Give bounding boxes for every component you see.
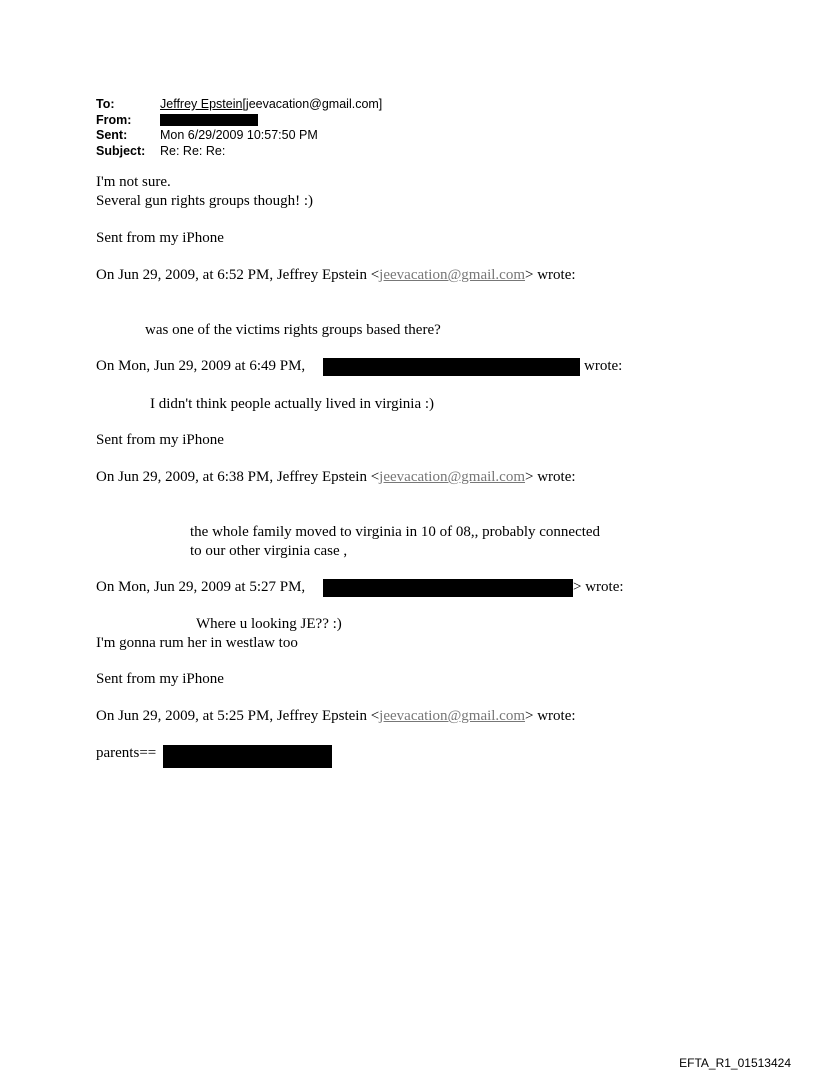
body-line-gun-rights: Several gun rights groups though! :) [96,193,314,209]
quote-attribution-2-suffix: wrote: [584,358,623,374]
quote-attribution-5-suffix: > wrote: [525,708,576,724]
from-row [96,113,382,129]
quote-attribution-2-prefix: On Mon, Jun 29, 2009 at 6:49 PM, [96,358,306,374]
redaction-sender-2 [323,358,580,376]
to-row [96,97,382,113]
from-redaction [160,114,258,126]
message-family-moved-line1: the whole family moved to virginia in 10 of 08,, probably connected [190,524,601,540]
quote-attribution-1 [96,266,576,285]
quote-attribution-4-suffix: > wrote: [573,579,624,595]
sent-row [96,128,382,144]
message-virginia-lived: I didn't think people actually lived in virginia :) [150,396,435,412]
quote-attribution-4-prefix: On Mon, Jun 29, 2009 at 5:27 PM, [96,579,306,595]
quote-attribution-1-suffix: > wrote: [525,267,576,283]
sent-label: Sent: [96,128,128,142]
to-name: Jeffrey Epstein [160,97,243,111]
signature-iphone-1: Sent from my iPhone [96,230,224,246]
quote-attribution-3-prefix: On Jun 29, 2009, at 6:38 PM, Jeffrey Epstein < [96,469,380,485]
from-label: From: [96,112,132,127]
message-victims-rights: was one of the victims rights groups based there? [145,322,441,338]
subject-row [96,144,382,160]
signature-iphone-3: Sent from my iPhone [96,671,224,687]
quote-attribution-3 [96,468,576,487]
to-value [160,97,382,113]
quote-attribution-5 [96,707,576,726]
subject-value: Re: Re: Re: [160,143,226,158]
to-address: [jeevacation@gmail.com] [242,97,383,111]
subject-label: Subject: [96,143,146,158]
message-family-moved-line2: to our other virginia case , [190,543,348,559]
to-label: To: [96,97,115,111]
redaction-parents [163,745,332,768]
email-link-5[interactable]: jeevacation@gmail.com [379,708,526,724]
message-where-looking: Where u looking JE?? :) [196,616,342,632]
email-header [96,97,382,159]
message-parents: parents== [96,745,157,761]
document-id: EFTA_R1_01513424 [679,1056,791,1070]
quote-attribution-5-prefix: On Jun 29, 2009, at 5:25 PM, Jeffrey Epstein < [96,708,380,724]
signature-iphone-2: Sent from my iPhone [96,432,224,448]
quote-attribution-3-suffix: > wrote: [525,469,576,485]
quote-attribution-1-prefix: On Jun 29, 2009, at 6:52 PM, Jeffrey Epstein < [96,267,380,283]
redaction-sender-4 [323,579,573,597]
email-link-3[interactable]: jeevacation@gmail.com [379,469,526,485]
message-westlaw: I'm gonna rum her in westlaw too [96,635,298,651]
sent-value: Mon 6/29/2009 10:57:50 PM [160,128,318,142]
body-line-not-sure: I'm not sure. [96,174,171,190]
email-link-1[interactable]: jeevacation@gmail.com [379,267,526,283]
